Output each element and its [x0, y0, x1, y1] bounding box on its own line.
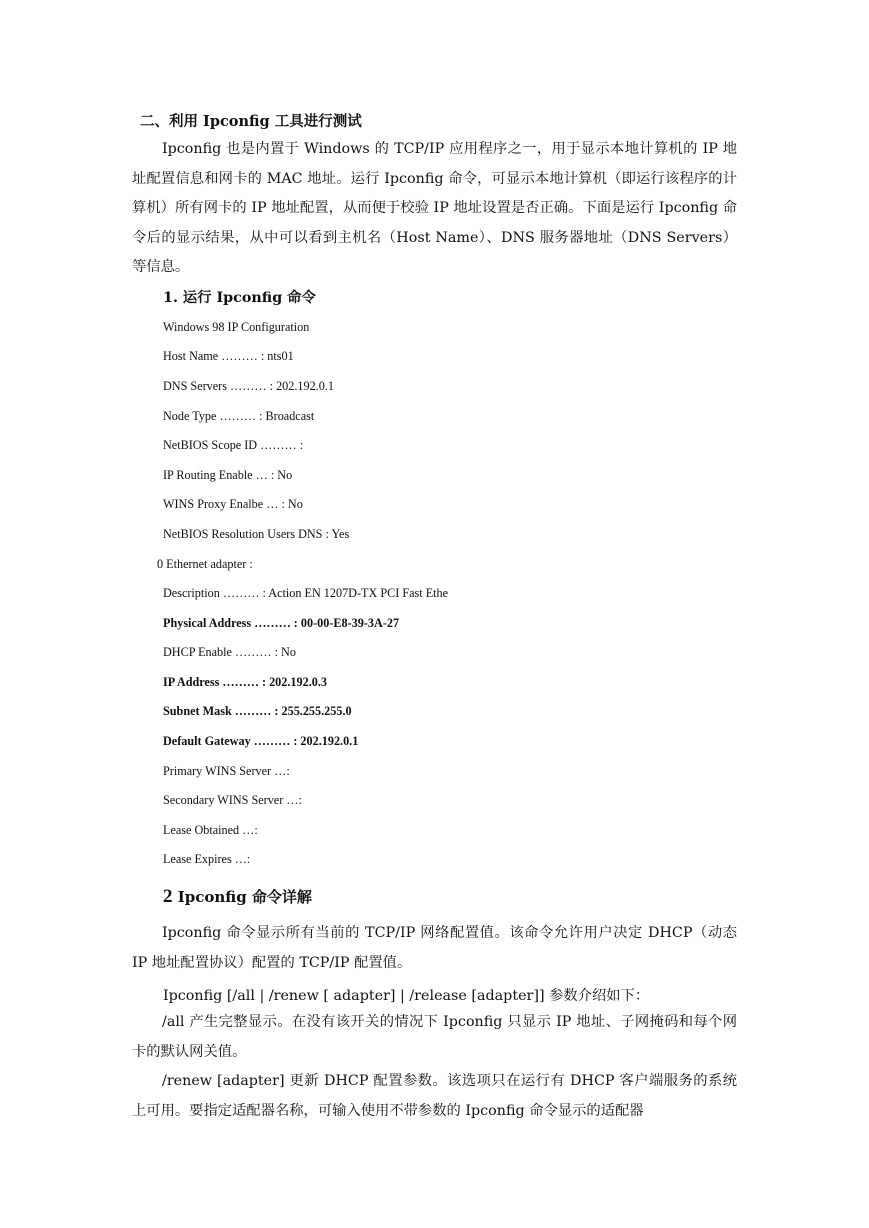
intro-paragraph [132, 135, 737, 283]
renew-param-text: /renew [adapter] 更新 DHCP 配置参数。该选项只在运行有 DHCP 客户端服务的系统上可用。要指定适配器名称，可输入使用不带参数的 Ipconfig 命令显示的适配器 [132, 1073, 737, 1119]
output-line: WINS Proxy Enalbe … : No [163, 497, 303, 511]
output-line: Physical Address ……… : 00-00-E8-39-3A-27 [163, 616, 400, 630]
output-line: Primary WINS Server …: [163, 764, 290, 778]
desc-paragraph [132, 919, 737, 978]
output-line: Subnet Mask ……… : 255.255.255.0 [163, 704, 352, 718]
output-line: NetBIOS Resolution Users DNS : Yes [163, 527, 350, 541]
section-heading: 二、利用 Ipconfig 工具进行测试 [140, 113, 362, 130]
output-line: Node Type ……… : Broadcast [163, 409, 315, 423]
intro-paragraph-text: Ipconfig 也是内置于 Windows 的 TCP/IP 应用程序之一，用于显示本地计算机的 IP 地址配置信息和网卡的 MAC 地址。运行 Ipconfig 命令，可显示本地计算机（即运行该程序的计算机）所有网卡的 IP 地址配置，从而便于校验 IP 地址设置是否正确。下面是运行 Ipconfig 命令后的显示结果，从中可以看到主机名（Host Name）、DNS 服务器地址（DNS Servers）等信息。 [132, 141, 737, 276]
output-line: NetBIOS Scope ID ……… : [163, 438, 304, 452]
output-line: IP Address ……… : 202.192.0.3 [163, 675, 327, 689]
output-line: IP Routing Enable … : No [163, 468, 293, 482]
renew-param-paragraph [132, 1067, 737, 1126]
step2-number: 2 [163, 886, 173, 907]
all-param-paragraph [132, 1008, 737, 1067]
desc-paragraph-text: Ipconfig 命令显示所有当前的 TCP/IP 网络配置值。该命令允许用户决定 DHCP（动态 IP 地址配置协议）配置的 TCP/IP 配置值。 [132, 925, 737, 971]
step1-heading: 1. 运行 Ipconfig 命令 [163, 290, 316, 306]
output-line: DHCP Enable ……… : No [163, 645, 296, 659]
output-line: Windows 98 IP Configuration [163, 320, 310, 334]
output-line: Description ……… : Action EN 1207D-TX PCI Fast Ethe [163, 586, 449, 600]
all-param-text: /all 产生完整显示。在没有该开关的情况下 Ipconfig 只显示 IP 地址、子网掩码和每个网卡的默认网关值。 [132, 1014, 737, 1060]
syntax-line: Ipconfig [/all | /renew [ adapter] | /release [adapter]] 参数介绍如下： [163, 988, 650, 1004]
step2-heading-text: Ipconfig 命令详解 [177, 888, 312, 906]
output-line: Lease Expires …: [163, 852, 251, 866]
output-line: Host Name ……… : nts01 [163, 349, 294, 363]
output-line: Default Gateway ……… : 202.192.0.1 [163, 734, 359, 748]
output-line: 0 Ethernet adapter : [157, 557, 253, 571]
output-line: DNS Servers ……… : 202.192.0.1 [163, 379, 334, 393]
step2-heading [163, 886, 312, 908]
output-line: Secondary WINS Server …: [163, 793, 302, 807]
output-line: Lease Obtained …: [163, 823, 258, 837]
